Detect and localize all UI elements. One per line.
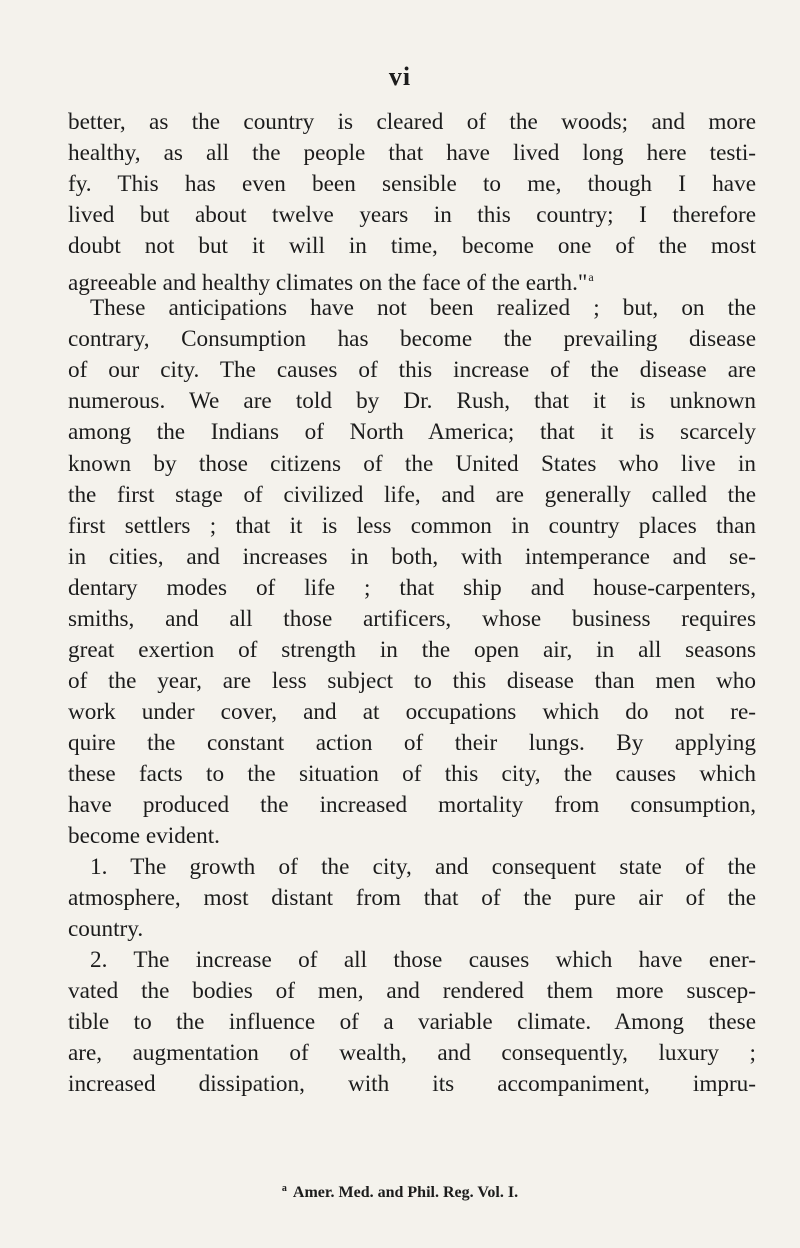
text-line-content: doubt not but it will in time, become one of the most: [68, 233, 756, 260]
text-line: [68, 355, 756, 386]
page-number: vi: [388, 62, 412, 91]
text-line-content: fy. This has even been sensible to me, though I have: [68, 171, 756, 198]
text-line: [68, 697, 756, 728]
footnote-marker: a: [281, 1183, 287, 1194]
text-line-content: become evident.: [68, 823, 220, 850]
text-line-content: lived but about twelve years in this country; I therefore: [68, 202, 756, 229]
text-line: [68, 728, 756, 759]
text-line-content: among the Indians of North America; that it is scarcely: [68, 419, 756, 446]
text-line-content: agreeable and healthy climates on the face of the earth.": [68, 270, 588, 297]
text-line: [68, 200, 756, 231]
text-line: [68, 511, 756, 542]
body-text: [68, 107, 756, 1101]
text-line: [68, 386, 756, 417]
text-line: [68, 759, 756, 790]
text-line-content: work under cover, and at occupations which do not re-: [68, 698, 756, 725]
text-line-content: first settlers ; that it is less common in country places than: [68, 512, 756, 539]
text-line-content: quire the constant action of their lungs. By applying: [68, 729, 756, 756]
text-line: [68, 790, 756, 821]
text-line-content: These anticipations have not been realized ; but, on the: [90, 295, 756, 322]
text-line-content: atmosphere, most distant from that of the pure air of the: [68, 885, 756, 912]
text-line: [68, 635, 756, 666]
text-line-content: of our city. The causes of this increase of the disease are: [68, 357, 756, 384]
text-line-content: tible to the influence of a variable climate. Among these: [68, 1009, 756, 1036]
text-line: [68, 107, 756, 138]
text-line-content: known by those citizens of the United States who live in: [68, 450, 756, 477]
text-line: [68, 1007, 756, 1038]
text-line-content: vated the bodies of men, and rendered them more suscep-: [68, 978, 756, 1005]
text-line: [68, 449, 756, 480]
text-line-content: numerous. We are told by Dr. Rush, that it is unknown: [68, 388, 756, 415]
text-line-content: 2. The increase of all those causes which have ener-: [90, 947, 756, 974]
text-line: [68, 293, 756, 324]
text-line: [68, 169, 756, 200]
text-line: [68, 231, 756, 262]
text-line: [68, 821, 756, 852]
text-line: [68, 1038, 756, 1069]
text-line: [68, 480, 756, 511]
text-line: [68, 883, 756, 914]
text-line-content: healthy, as all the people that have lived long here testi-: [68, 140, 756, 167]
text-line-content: better, as the country is cleared of the woods; and more: [68, 109, 756, 135]
footnote-reference: a: [588, 270, 594, 285]
text-line: [68, 666, 756, 697]
text-line: [68, 417, 756, 448]
text-line-content: 1. The growth of the city, and consequent state of the: [90, 854, 756, 881]
text-line: [68, 324, 756, 355]
text-line: [68, 542, 756, 573]
text-line-content: smiths, and all those artificers, whose business requires: [68, 605, 756, 632]
footnote-text: Amer. Med. and Phil. Reg. Vol. I.: [292, 1184, 519, 1201]
text-line-content: these facts to the situation of this city, the causes which: [68, 760, 756, 787]
text-line: [68, 976, 756, 1007]
text-line-content: country.: [68, 916, 144, 943]
text-line-content: increased dissipation, with its accompaniment, impru-: [68, 1071, 756, 1098]
text-line-content: great exertion of strength in the open air, in all seasons: [68, 636, 756, 663]
text-line-content: the first stage of civilized life, and are generally called the: [68, 481, 756, 508]
text-line: [68, 262, 756, 297]
text-line-content: have produced the increased mortality from consumption,: [68, 792, 756, 819]
text-line-content: in cities, and increases in both, with intemperance and se-: [68, 543, 756, 570]
text-line: [68, 914, 756, 945]
text-line: [68, 852, 756, 883]
footnote: [0, 1183, 800, 1202]
text-line-content: dentary modes of life ; that ship and house-carpenters,: [68, 574, 756, 601]
text-line: [68, 945, 756, 976]
text-line: [68, 1069, 756, 1100]
text-line: [68, 573, 756, 604]
text-line: [68, 604, 756, 635]
text-line-content: contrary, Consumption has become the prevailing disease: [68, 326, 756, 353]
text-line: [68, 138, 756, 169]
text-line-content: of the year, are less subject to this disease than men who: [68, 667, 756, 694]
text-line-content: are, augmentation of wealth, and consequently, luxury ;: [68, 1040, 756, 1067]
